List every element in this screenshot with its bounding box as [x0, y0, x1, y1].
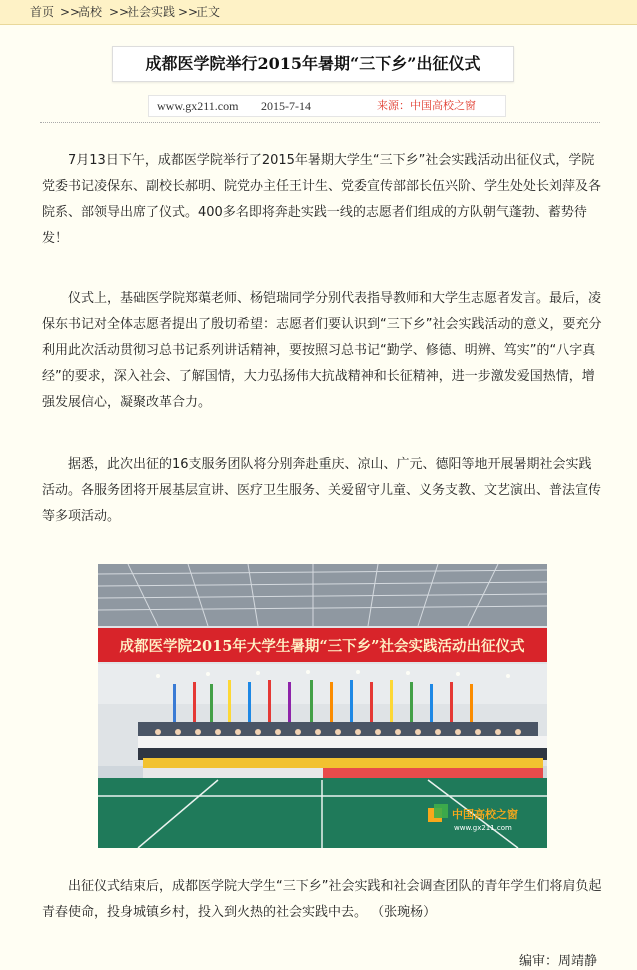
breadcrumb-separator: >>: [178, 5, 199, 19]
title-box: [112, 46, 514, 82]
breadcrumb: [0, 0, 637, 25]
article-paragraph-3: 据悉，此次出征的16支服务团队将分别奔赴重庆、凉山、广元、德阳等地开展暑期社会实践活动。各服务团将开展基层宣讲、医疗卫生服务、关爱留守儿童、义务支教、文艺演出、普法宣传等多项活动。: [42, 457, 602, 524]
breadcrumb-separator: >>: [60, 5, 81, 19]
page-title: 成都医学院举行2015年暑期“三下乡”出征仪式: [145, 54, 481, 73]
breadcrumb-level2-link[interactable]: 社会实践: [127, 5, 176, 19]
watermark-url: www.gx211.com: [454, 824, 512, 832]
publish-date: 2015-7-14: [261, 99, 311, 113]
divider: [40, 122, 600, 123]
article-meta: [148, 95, 506, 117]
editor-signature: 编审：周靖静: [519, 954, 598, 969]
watermark-brand: 中国高校之窗: [452, 808, 518, 821]
source-label: 来源：中国高校之窗: [377, 99, 476, 112]
article-paragraph-1: 7月13日下午，成都医学院举行了2015年暑期大学生“三下乡”社会实践活动出征仪式，学院党委书记凌保东、副校长郝明、院党办主任王计生、党委宣传部部长伍兴阶、学生处处长刘萍及各院系、部领导出席了仪式。400多名即将奔赴实践一线的志愿者们组成的方队朝气蓬勃、蓄势待发！: [42, 153, 602, 246]
article-paragraph-4: 出征仪式结束后，成都医学院大学生“三下乡”社会实践和社会调查团队的青年学生们将肩负起青春使命，投身城镇乡村，投入到火热的社会实践中去。 （张琬杨）: [42, 879, 602, 920]
breadcrumb-level1-link[interactable]: 高校: [78, 5, 103, 19]
breadcrumb-separator: >>: [109, 5, 130, 19]
banner-text: 成都医学院2015年大学生暑期“三下乡”社会实践活动出征仪式: [119, 638, 525, 655]
breadcrumb-current: 正文: [196, 5, 221, 19]
article-paragraph-2: 仪式上，基础医学院郑蕖老师、杨铠瑞同学分别代表指导教师和大学生志愿者发言。最后，凌保东书记对全体志愿者提出了殷切希望：志愿者们要认识到“三下乡”社会实践活动的意义，要充分利用此次活动贯彻习总书记系列讲话精神，要按照习总书记“勤学、修德、明辨、笃实”的“八字真经”的要求，深入社会、了解国情，大力弘扬伟大抗战精神和长征精神，进一步激发爱国热情，增强发展信心，凝聚改革合力。: [42, 291, 602, 410]
breadcrumb-home-link[interactable]: 首页: [30, 5, 55, 19]
event-photo: [98, 564, 547, 848]
site-url: www.gx211.com: [157, 99, 239, 113]
